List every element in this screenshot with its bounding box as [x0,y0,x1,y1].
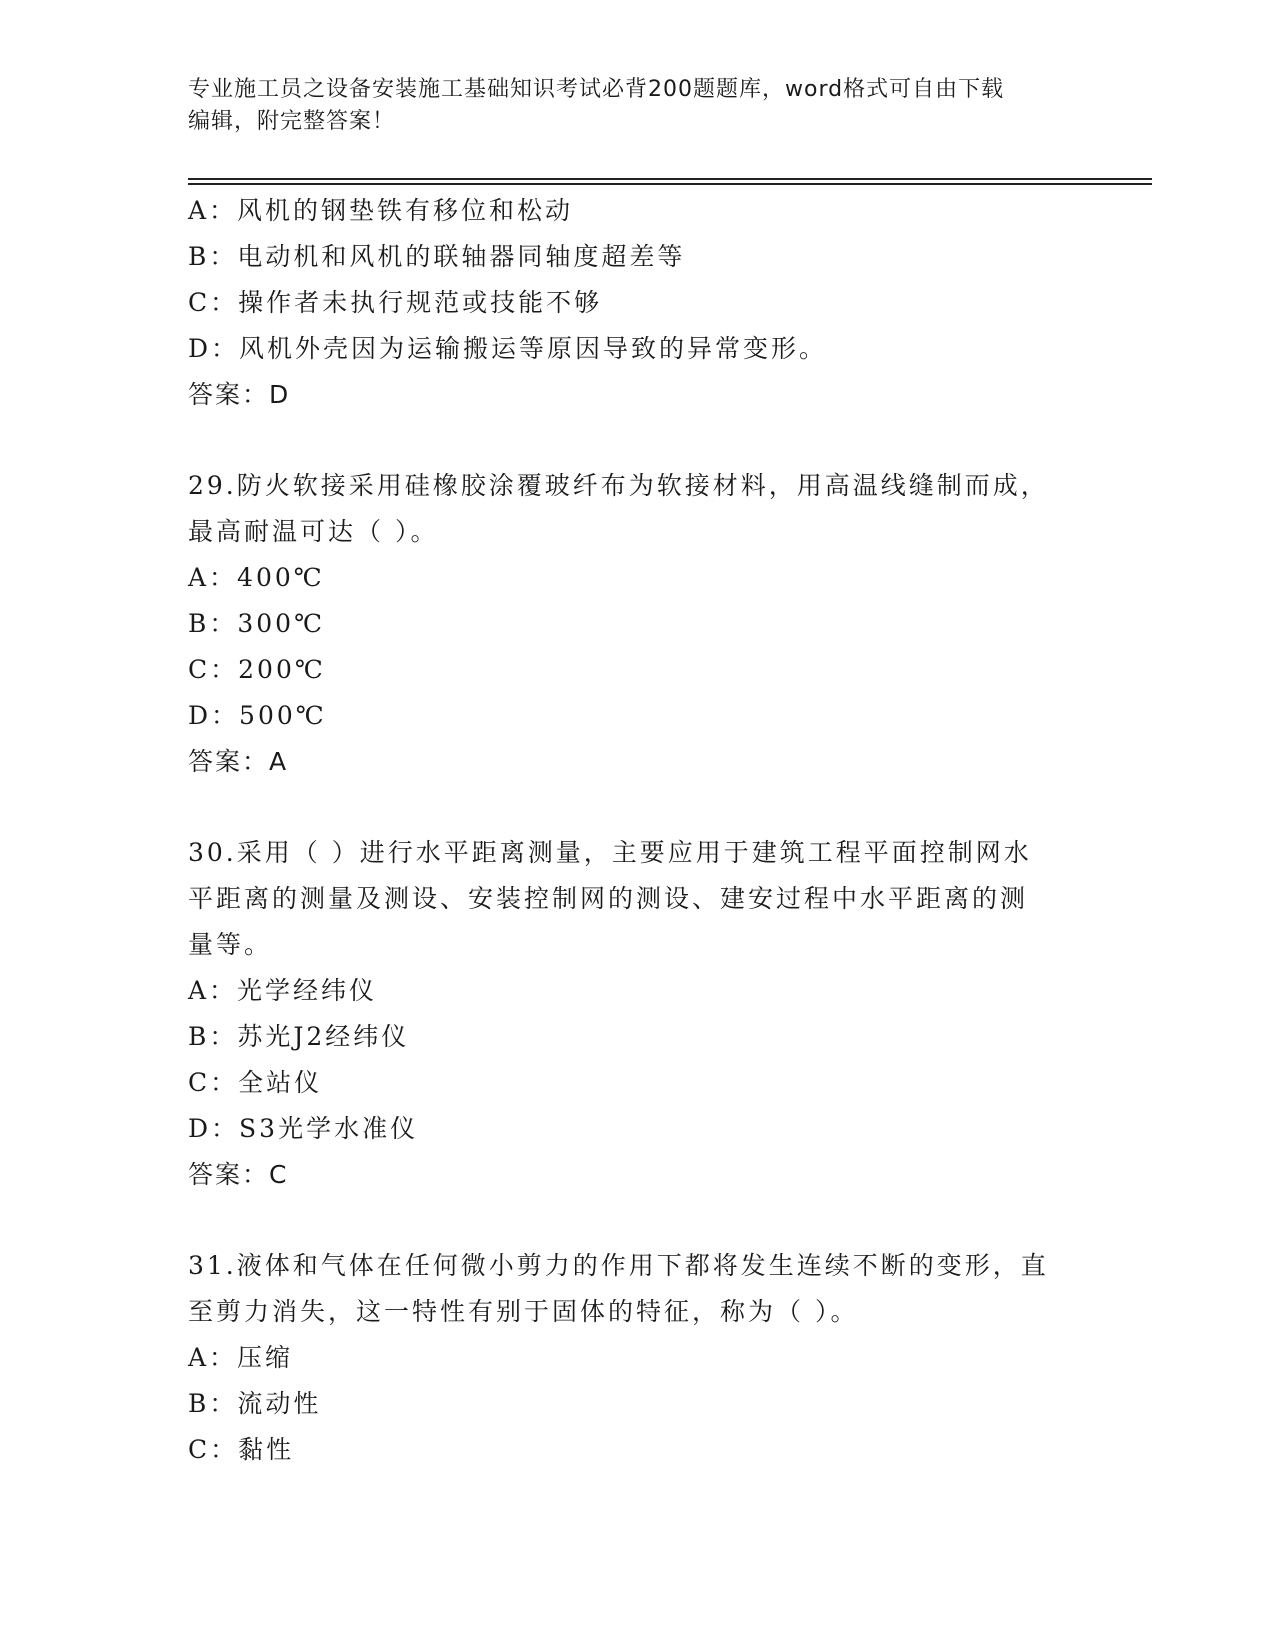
header-line-1: 专业施工员之设备安装施工基础知识考试必背200题题库，word格式可自由下载 [188,77,1005,102]
option-b: B：苏光J2经纬仪 [188,1022,410,1051]
answer-line: 答案：C [188,1160,289,1189]
answer-line: 答案：D [188,380,291,409]
question-block [188,463,1088,785]
option-a: A：风机的钢垫铁有移位和松动 [188,196,574,225]
question-stem-line: 29.防火软接采用硅橡胶涂覆玻纤布为软接材料，用高温线缝制而成， [188,471,1049,500]
question-block [188,1243,1088,1473]
answer-line: 答案：A [188,747,289,776]
option-c: C：200℃ [188,655,326,684]
option-d: D：S3光学水准仪 [188,1114,419,1143]
header-line-2: 编辑，附完整答案！ [188,109,396,134]
option-d: D：风机外壳因为运输搬运等原因导致的异常变形。 [188,334,828,363]
option-b: B：流动性 [188,1389,322,1418]
page-header [188,74,1088,138]
option-a: A：光学经纬仪 [188,976,378,1005]
header-rule-top [188,178,1152,180]
question-list [188,188,1088,1473]
option-a: A：压缩 [188,1343,294,1372]
option-d: D：500℃ [188,701,327,730]
option-c: C：操作者未执行规范或技能不够 [188,288,603,317]
question-block [188,188,1088,418]
question-stem-line: 至剪力消失，这一特性有别于固体的特征，称为（ ）。 [188,1297,859,1326]
option-b: B：300℃ [188,609,326,638]
option-a: A：400℃ [188,563,325,592]
question-stem-line: 31.液体和气体在任何微小剪力的作用下都将发生连续不断的变形，直 [188,1251,1049,1280]
question-stem-line: 量等。 [188,930,273,959]
question-stem-line: 30.采用（ ）进行水平距离测量，主要应用于建筑工程平面控制网水 [188,838,1032,867]
option-c: C：全站仪 [188,1068,323,1097]
question-stem-line: 最高耐温可达（ ）。 [188,517,439,546]
option-c: C：黏性 [188,1435,295,1464]
option-b: B：电动机和风机的联轴器同轴度超差等 [188,242,686,271]
header-rule-bottom [188,183,1152,185]
question-stem-line: 平距离的测量及测设、安装控制网的测设、建安过程中水平距离的测 [188,884,1029,913]
question-block [188,830,1088,1198]
